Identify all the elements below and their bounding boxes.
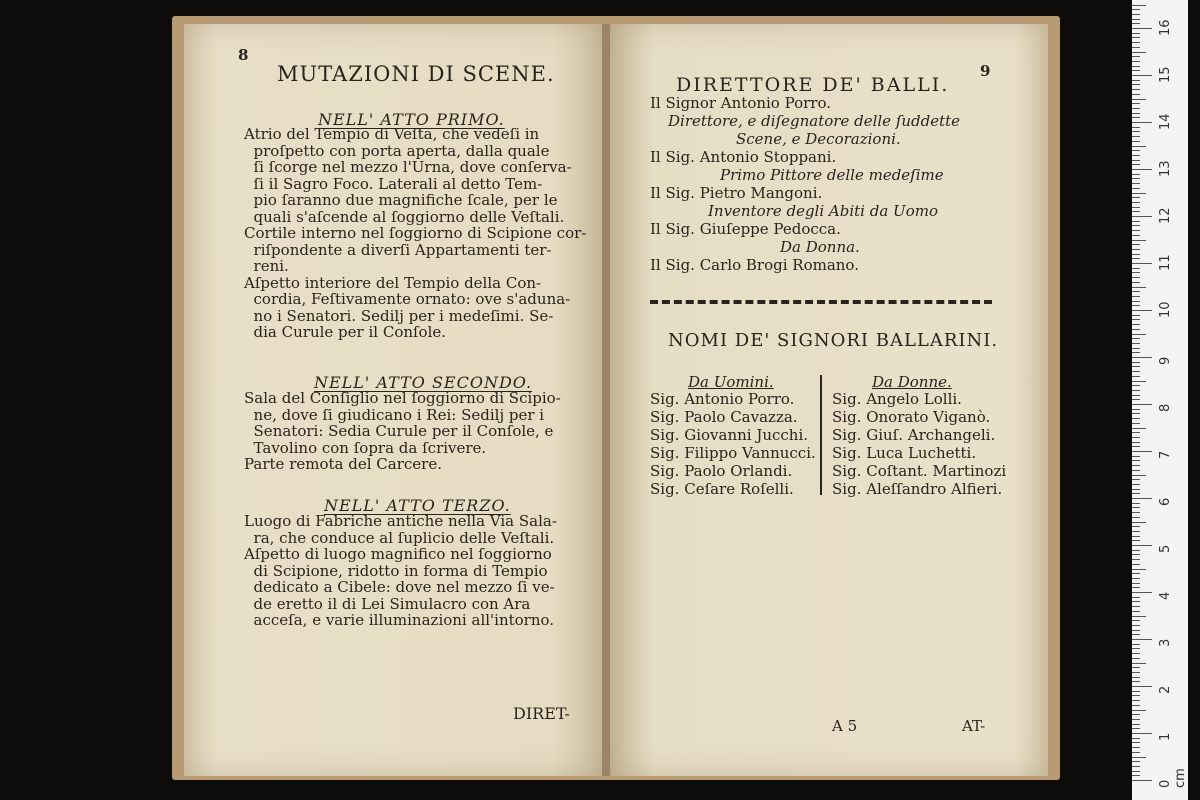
ruler-tick (1132, 517, 1140, 518)
ruler-tick (1132, 183, 1140, 184)
book-gutter (602, 24, 610, 776)
text-line: Senatori: Sedia Curule per il Conſole, e (244, 422, 554, 440)
text-line: proſpetto con porta aperta, dalla quale (244, 141, 550, 160)
men-heading: Da Uomini. (688, 373, 774, 391)
ruler-tick (1132, 84, 1140, 85)
ruler-tick (1132, 42, 1140, 43)
left-catchword: DIRET- (513, 704, 570, 723)
ruler-number: 16 (1158, 19, 1173, 36)
credit-line: Scene, e Decorazioni. (736, 130, 901, 148)
ruler-tick (1132, 695, 1140, 696)
decorative-rule (650, 300, 992, 304)
ruler-tick (1132, 202, 1140, 203)
ruler-tick (1132, 61, 1140, 62)
ruler-number: 12 (1158, 207, 1173, 224)
text-line: dia Curule per il Conſole. (244, 323, 447, 341)
ruler-tick (1132, 437, 1140, 438)
ruler-tick (1132, 578, 1140, 579)
ruler-tick (1132, 23, 1140, 24)
ruler-number: 2 (1158, 685, 1173, 694)
text-line: reni. (244, 257, 289, 275)
ruler-tick (1132, 475, 1146, 476)
ruler-tick (1132, 503, 1140, 504)
ruler-tick (1132, 136, 1140, 137)
ruler-tick (1132, 334, 1146, 335)
ruler-tick (1132, 569, 1146, 570)
ruler-tick (1132, 630, 1140, 631)
ruler-tick (1132, 644, 1140, 645)
text-line: ra, che conduce al ſuplicio delle Veſtali. (244, 528, 555, 547)
ruler-tick (1132, 451, 1152, 452)
credit-line: Da Donna. (780, 238, 860, 256)
ruler-tick (1132, 94, 1140, 95)
ruler-tick (1132, 80, 1140, 81)
text-line: Aſpetto interiore del Tempio della Con- (244, 273, 542, 292)
ruler-tick (1132, 287, 1146, 288)
ruler-tick (1132, 761, 1140, 762)
ruler-tick (1132, 775, 1140, 776)
ruler-tick (1132, 705, 1140, 706)
ruler-tick (1132, 526, 1140, 527)
ruler-number: 1 (1158, 732, 1173, 741)
ruler-tick (1132, 9, 1140, 10)
ruler-tick (1132, 193, 1146, 194)
ruler-tick (1132, 479, 1140, 480)
ruler-tick (1132, 484, 1140, 485)
ruler-tick (1132, 230, 1140, 231)
ruler-tick (1132, 550, 1140, 551)
ruler-tick (1132, 512, 1140, 513)
text-line: riſpondente a diverſi Appartamenti ter- (244, 240, 552, 259)
ruler-tick (1132, 714, 1140, 715)
text-line: de eretto il di Lei Simulacro con Ara (244, 594, 531, 613)
ruler-tick (1132, 108, 1140, 109)
act3-heading: NELL' ATTO TERZO. (324, 496, 511, 515)
ruler-tick (1132, 221, 1140, 222)
ruler-number: 6 (1158, 497, 1173, 506)
credit-line: Il Sig. Pietro Mangoni. (650, 184, 823, 202)
ruler-tick (1132, 658, 1140, 659)
text-line: Parte remota del Carcere. (244, 455, 442, 473)
ruler-tick (1132, 5, 1146, 6)
ruler-tick (1132, 178, 1140, 179)
ruler-tick (1132, 672, 1140, 673)
ruler-tick (1132, 235, 1140, 236)
ruler-tick (1132, 371, 1140, 372)
ruler-tick (1132, 592, 1152, 593)
list-item: Sig. Giuſ. Archangeli. (832, 426, 996, 444)
ruler-number: 13 (1158, 160, 1173, 177)
ruler-tick (1132, 522, 1146, 523)
ruler-tick (1132, 681, 1140, 682)
ruler-tick (1132, 282, 1140, 283)
ruler-tick (1132, 653, 1140, 654)
ruler-tick (1132, 52, 1146, 53)
ruler-tick (1132, 554, 1140, 555)
ruler-tick (1132, 324, 1140, 325)
ruler-tick (1132, 752, 1140, 753)
ruler-number: 11 (1158, 254, 1173, 271)
ruler-number: 14 (1158, 113, 1173, 130)
ruler-tick (1132, 470, 1140, 471)
text-line: di Scipione, ridotto in forma di Tempio (244, 561, 548, 580)
ruler-tick (1132, 70, 1140, 71)
act2-heading: NELL' ATTO SECONDO. (314, 373, 533, 392)
ruler-tick (1132, 117, 1140, 118)
list-item: Sig. Luca Luchetti. (832, 444, 977, 462)
ruler-tick (1132, 357, 1152, 358)
ruler-tick (1132, 19, 1140, 20)
ruler-tick (1132, 465, 1140, 466)
ruler-tick (1132, 150, 1140, 151)
ruler-tick (1132, 197, 1140, 198)
ruler-tick (1132, 597, 1140, 598)
ruler-tick (1132, 47, 1140, 48)
right-page-number: 9 (980, 62, 991, 80)
ruler-tick (1132, 146, 1146, 147)
ruler-tick (1132, 456, 1140, 457)
ruler-tick (1132, 625, 1140, 626)
list-item: Sig. Aleſſandro Alfieri. (832, 480, 1003, 498)
ruler-tick (1132, 343, 1140, 344)
text-line: Atrio del Tempio di Veſta, che vedeſi in (244, 125, 540, 143)
text-line: Tavolino con ſopra da ſcrivere. (244, 438, 487, 457)
ruler-tick (1132, 404, 1152, 405)
ruler-tick (1132, 296, 1140, 297)
credit-line: Direttore, e diſegnatore delle ſuddette (668, 112, 961, 130)
ruler-tick (1132, 211, 1140, 212)
text-line: quali s'aſcende al ſoggiorno delle Veſtali. (244, 207, 565, 226)
list-item: Sig. Giovanni Jucchi. (650, 426, 809, 444)
ruler-tick (1132, 315, 1140, 316)
ruler-tick (1132, 277, 1140, 278)
ruler-tick (1132, 545, 1152, 546)
text-line: Luogo di Fabriche antiche nella Via Sala- (244, 512, 557, 530)
ruler-tick (1132, 122, 1152, 123)
ruler-tick (1132, 174, 1140, 175)
ruler-tick (1132, 409, 1140, 410)
ruler-tick (1132, 432, 1140, 433)
ruler-tick (1132, 254, 1140, 255)
ruler-tick (1132, 611, 1140, 612)
text-line: Cortile interno nel ſoggiorno di Scipione cor- (244, 224, 587, 242)
ruler-tick (1132, 329, 1140, 330)
ruler-tick (1132, 268, 1140, 269)
women-heading: Da Donne. (872, 373, 952, 391)
ruler-tick (1132, 301, 1140, 302)
ruler-tick (1132, 564, 1140, 565)
list-item: Sig. Paolo Orlandi. (650, 462, 793, 480)
ruler-tick (1132, 677, 1140, 678)
ruler-tick (1132, 240, 1146, 241)
ruler-tick (1132, 141, 1140, 142)
text-line: ne, dove ſi giudicano i Rei: Sedilj per i (244, 405, 545, 424)
text-line: Sala del Conſiglio nel ſoggiorno di Scipio- (244, 389, 561, 407)
ruler-tick (1132, 89, 1140, 90)
ruler-tick (1132, 606, 1140, 607)
ruler-tick (1132, 291, 1140, 292)
ruler-tick (1132, 376, 1140, 377)
credit-line: Il Sig. Carlo Brogi Romano. (650, 256, 859, 274)
ruler-tick (1132, 728, 1140, 729)
ruler-tick (1132, 766, 1140, 767)
ruler-tick (1132, 616, 1146, 617)
text-line: dedicato a Cibele: dove nel mezzo ſi ve- (244, 578, 555, 596)
ruler-tick (1132, 587, 1140, 588)
ruler-tick (1132, 639, 1152, 640)
ruler-tick (1132, 719, 1140, 720)
ruler-tick (1132, 33, 1140, 34)
ruler-tick (1132, 14, 1140, 15)
left-page-title: MUTAZIONI DI SCENE. (277, 62, 555, 86)
ruler-tick (1132, 99, 1146, 100)
ruler-number: 7 (1158, 450, 1173, 459)
ruler-tick (1132, 338, 1140, 339)
list-item: Sig. Angelo Lolli. (832, 390, 962, 408)
ruler-tick (1132, 446, 1140, 447)
ruler-tick (1132, 258, 1140, 259)
list-item: Sig. Filippo Vannucci. (650, 444, 816, 462)
ruler-tick (1132, 37, 1140, 38)
text-line: acceſa, e varie illuminazioni all'intorno. (244, 611, 555, 629)
list-item: Sig. Coſtant. Martinozi (832, 462, 1007, 480)
ruler-number: 10 (1158, 301, 1173, 318)
ruler-tick (1132, 507, 1140, 508)
ruler-tick (1132, 207, 1140, 208)
text-line: ſi il Sagro Foco. Laterali al detto Tem- (244, 174, 543, 193)
ruler-tick (1132, 216, 1152, 217)
ruler-tick (1132, 395, 1140, 396)
ruler-tick (1132, 113, 1140, 114)
ruler-tick (1132, 498, 1152, 499)
credits-block (650, 94, 960, 274)
ruler-tick (1132, 188, 1140, 189)
ruler-tick (1132, 634, 1140, 635)
act1-heading: NELL' ATTO PRIMO. (318, 110, 505, 129)
text-line: cordia, Feſtivamente ornato: ove s'aduna- (244, 290, 571, 308)
ruler-tick (1132, 155, 1140, 156)
dancers-title: NOMI DE' SIGNORI BALLARINI. (668, 330, 999, 351)
ruler-tick (1132, 559, 1140, 560)
ruler-number: 8 (1158, 403, 1173, 412)
column-divider (820, 375, 822, 495)
ruler-tick (1132, 385, 1140, 386)
ruler-tick (1132, 160, 1140, 161)
ruler-tick (1132, 352, 1140, 353)
men-list (650, 390, 816, 498)
ruler-tick (1132, 771, 1140, 772)
ruler-tick (1132, 272, 1140, 273)
left-page-number: 8 (238, 46, 249, 64)
ruler-tick (1132, 413, 1140, 414)
ruler-tick (1132, 428, 1146, 429)
ruler-tick (1132, 381, 1146, 382)
ruler-tick (1132, 620, 1140, 621)
ruler-tick (1132, 700, 1140, 701)
ruler-tick (1132, 169, 1152, 170)
text-line: ſi ſcorge nel mezzo l'Urna, dove conſerva- (244, 158, 572, 176)
ruler-tick (1132, 540, 1140, 541)
ruler-tick (1132, 583, 1140, 584)
ruler-tick (1132, 319, 1140, 320)
ruler-tick (1132, 103, 1140, 104)
ruler-tick (1132, 131, 1140, 132)
ruler-tick (1132, 757, 1146, 758)
ruler-tick (1132, 747, 1140, 748)
ruler-number: 3 (1158, 638, 1173, 647)
ruler-tick (1132, 742, 1140, 743)
ruler-tick (1132, 691, 1140, 692)
ruler-tick (1132, 423, 1140, 424)
ruler-tick (1132, 489, 1140, 490)
credit-line: Il Signor Antonio Porro. (650, 94, 831, 112)
ruler-tick (1132, 601, 1140, 602)
right-page-title: DIRETTORE DE' BALLI. (676, 74, 950, 96)
ruler-tick (1132, 362, 1140, 363)
women-list (832, 390, 1006, 498)
credit-line: Inventore degli Abiti da Uomo (708, 202, 938, 220)
ruler-tick (1132, 399, 1140, 400)
ruler-tick (1132, 738, 1140, 739)
ruler-tick (1132, 263, 1152, 264)
measuring-ruler (1132, 0, 1188, 800)
credit-line: Il Sig. Antonio Stoppani. (650, 148, 837, 166)
ruler-tick (1132, 305, 1140, 306)
ruler-tick (1132, 418, 1140, 419)
ruler-tick (1132, 536, 1140, 537)
ruler-number: 0 cm (1158, 768, 1188, 788)
list-item: Sig. Paolo Cavazza. (650, 408, 798, 426)
ruler-number: 15 (1158, 66, 1173, 83)
ruler-tick (1132, 28, 1152, 29)
text-line: Aſpetto di luogo magnifico nel ſoggiorno (244, 545, 552, 563)
ruler-tick (1132, 310, 1152, 311)
act2-text (244, 390, 561, 473)
ruler-number: 9 (1158, 356, 1173, 365)
act1-text (244, 126, 586, 341)
ruler-tick (1132, 66, 1140, 67)
ruler-tick (1132, 75, 1152, 76)
ruler-tick (1132, 663, 1146, 664)
list-item: Sig. Antonio Porro. (650, 390, 795, 408)
ruler-tick (1132, 667, 1140, 668)
ruler-tick (1132, 348, 1140, 349)
ruler-tick (1132, 573, 1140, 574)
signature-mark: A 5 (832, 717, 858, 735)
ruler-tick (1132, 531, 1140, 532)
credit-line: Primo Pittore delle medeſime (720, 166, 944, 184)
ruler-tick (1132, 366, 1140, 367)
ruler-tick (1132, 244, 1140, 245)
ruler-tick (1132, 733, 1152, 734)
ruler-tick (1132, 686, 1152, 687)
ruler-tick (1132, 710, 1146, 711)
act3-text (244, 513, 557, 629)
ruler-tick (1132, 56, 1140, 57)
ruler-tick (1132, 225, 1140, 226)
ruler-number: 5 (1158, 544, 1173, 553)
ruler-tick (1132, 249, 1140, 250)
ruler-tick (1132, 390, 1140, 391)
ruler-tick (1132, 648, 1140, 649)
list-item: Sig. Onorato Viganò. (832, 408, 991, 426)
right-catchword: AT- (962, 717, 986, 735)
text-line: no i Senatori. Sedilj per i medeſimi. Se- (244, 306, 554, 325)
ruler-tick (1132, 780, 1152, 781)
ruler-tick (1132, 460, 1140, 461)
ruler-tick (1132, 493, 1140, 494)
list-item: Sig. Ceſare Roſelli. (650, 480, 794, 498)
ruler-tick (1132, 724, 1140, 725)
ruler-tick (1132, 164, 1140, 165)
ruler-tick (1132, 127, 1140, 128)
ruler-tick (1132, 442, 1140, 443)
text-line: pio ſaranno due magnifiche ſcale, per le (244, 191, 558, 209)
ruler-number: 4 (1158, 591, 1173, 600)
credit-line: Il Sig. Giuſeppe Pedocca. (650, 220, 841, 238)
